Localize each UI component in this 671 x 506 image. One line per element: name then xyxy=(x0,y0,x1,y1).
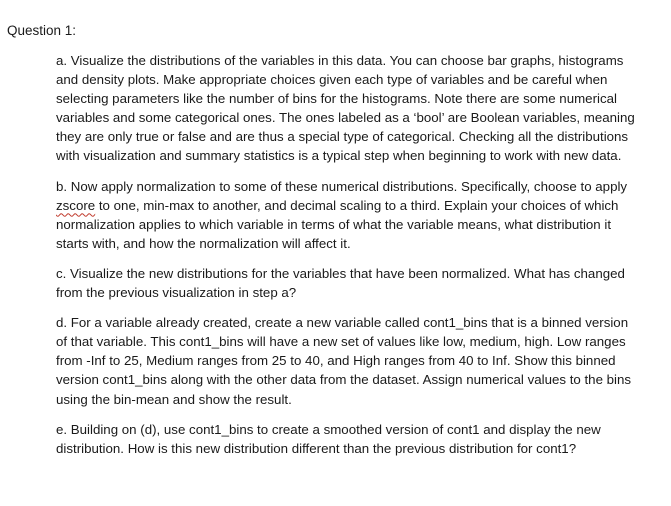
question-title: Question 1: xyxy=(7,23,77,38)
part-b-paragraph xyxy=(56,177,636,253)
part-b-text-before: b. Now apply normalization to some of these numerical distributions. Specifically, choose to apply xyxy=(56,178,628,194)
spellcheck-underlined-word: zscore xyxy=(56,197,96,213)
part-a-paragraph: a. Visualize the distributions of the variables in this data. You can choose bar graphs, histograms and density plots. Make appropriate choices given each type of variables and be careful when selecting parameters like the number of bins for the histograms. Note there are some numerical variables and some categorical ones. The ones labeled as a ‘bool’ are Boolean variables, meaning they are only true or false and are thus a special type of categorical. Checking all the distributions with visualization and summary statistics is a typical step when beginning to work with new data. xyxy=(56,53,635,164)
part-c-paragraph: c. Visualize the new distributions for the variables that have been normalized. What has changed from the previous visualization in step a? xyxy=(56,265,625,301)
question-parts xyxy=(56,51,636,469)
part-d-paragraph: d. For a variable already created, create a new variable called cont1_bins that is a binned version of that variable. This cont1_bins will have a new set of values like low, medium, high. Low ranges from -Inf to 25, Medium ranges from 25 to 40, and High ranges from 40 to Inf. Show this binned version cont1_bins along with the other data from the dataset. Assign numerical values to the bins using the bin-mean and show the result. xyxy=(56,315,632,407)
part-e-paragraph: e. Building on (d), use cont1_bins to create a smoothed version of cont1 and display the new distribution. How is this new distribution different than the previous distribution for cont1? xyxy=(56,421,601,456)
part-b-text-after: to one, min-max to another, and decimal scaling to a third. Explain your choices of which normalization applies to which variable in terms of what the variable means, what distribution it starts with, and how the normalization will affect it. xyxy=(56,197,619,251)
